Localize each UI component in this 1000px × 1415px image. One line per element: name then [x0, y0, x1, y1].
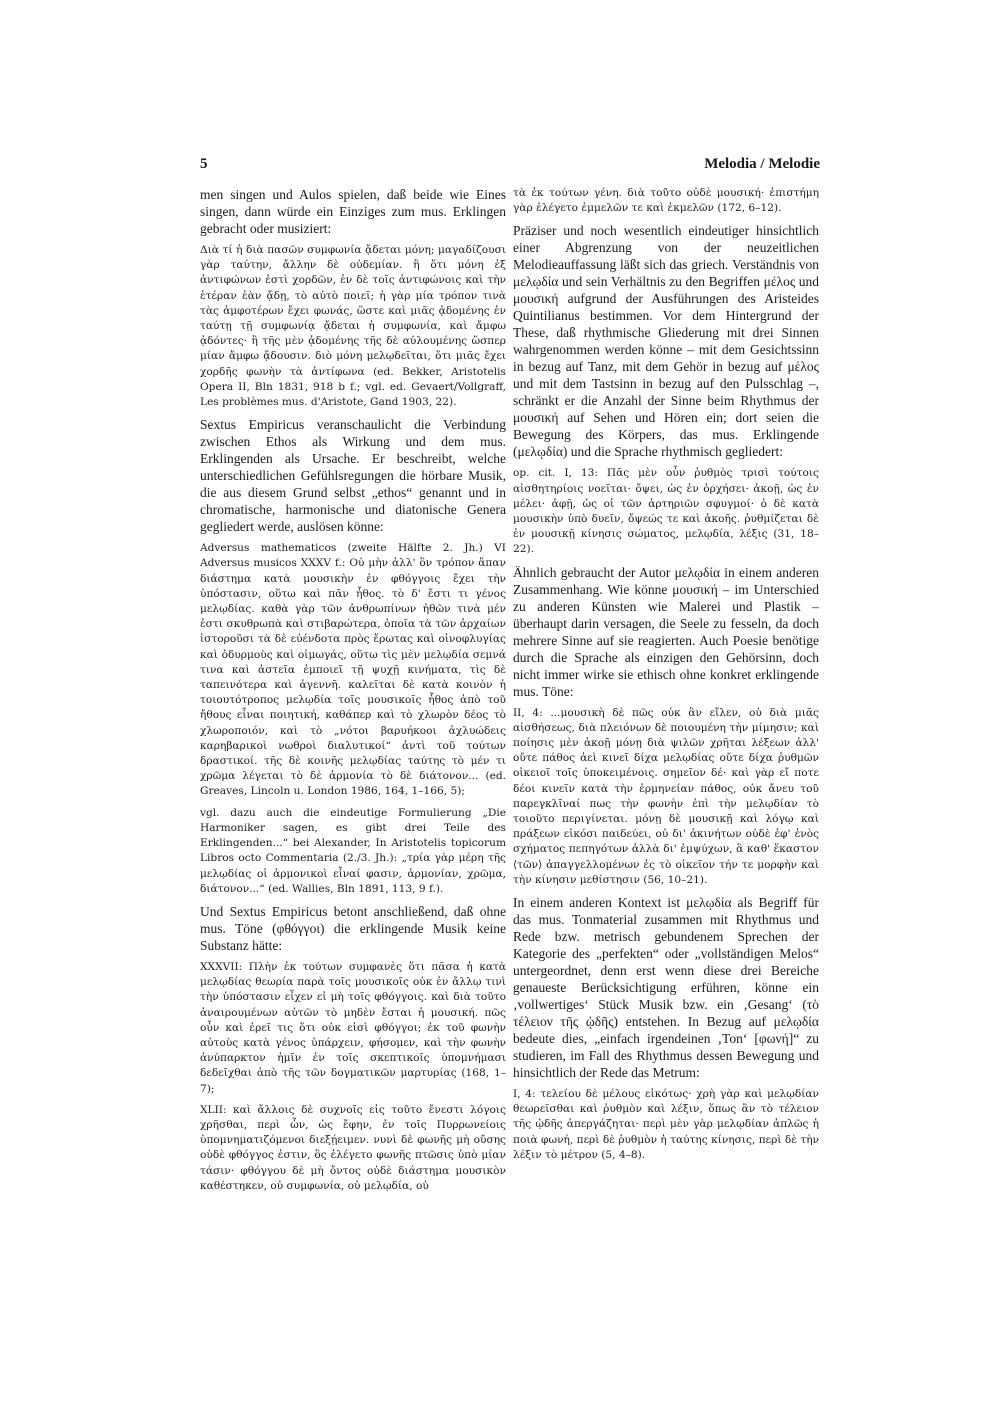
body-paragraph: Ähnlich gebraucht der Autor μελῳδία in einem anderen Zusammenhang. Wie könne μουσική – im Unterschied zu anderen Künsten wie Malerei und Plastik – überhaupt darin versagen, die Seele zu fesseln, da doch mehrere Sinne auf sie reagierten. Auch Poesie benötige durch die Sprache als einzigen den Gehörsinn, doch nicht immer wirke sie ethisch ohne konkret erklingende mus. Töne:	[513, 564, 819, 699]
page-number: 5	[200, 156, 208, 172]
running-head	[200, 156, 820, 173]
greek-quotation: XXXVII: Πλὴν ἐκ τούτων συμφανὲς ὅτι πᾶσα ἡ κατὰ μελῳδίας θεωρία παρὰ τοῖς μουσικοῖς οὐκ ἐν ἄλλῳ τινὶ τὴν ὑπόστασιν εἶχεν εἰ μὴ τοῖς φθόγγοις. καὶ διὰ τοῦτο ἀναιρουμένων αὐτῶν τὸ μηδὲν ἔσται ἡ μουσική. πῶς οὖν καὶ ἐρεῖ τις ὅτι οὐκ εἰσὶ φθόγγοι; ἐκ τοῦ φωνὴν αὐτοὺς κατὰ γένος ὑπάρχειν, φήσομεν, καὶ τὴν φωνὴν ἀνύπαρκτον ἡμῖν ἐν τοῖς σκεπτικοῖς ὑπομνήμασι δεδεῖχθαι ἀπὸ τῆς τῶν δογματικῶν μαρτυρίας (168, 1–7);	[200, 960, 506, 1095]
greek-quotation: II, 4: ...μουσικὴ δὲ πῶς οὐκ ἂν εἴλεν, οὐ διὰ μιᾶς αἰσθήσεως, διὰ πλειόνων δὲ ποιουμένη τὴν μίμησιν; καὶ ποίησις μὲν ἀκοῇ μόνῃ διὰ ψιλῶν χρῆται λέξεων ἀλλ' οὔτε πάθος ἀεὶ κινεῖ δίχα μελῳδίας οὔτε δίχα ῥυθμῶν οἰκειοῖ τοῖς ὑποκειμένοις. σημεῖον δέ· καὶ γὰρ εἴ ποτε δέοι κινεῖν κατὰ τὴν ἑρμηνείαν πάθος, οὐκ ἄνευ τοῦ παρεγκλῖναί πως τὴν φωνὴν ἐπὶ τὴν μελῳδίαν τὸ τοιοῦτο περιγίνεται. μόνῃ δὲ μουσικῇ καὶ λόγῳ καὶ πράξεων εἰκόσι παιδεύει, οὐ δι' ἀκινήτων οὐδὲ ἐφ' ἑνὸς σχήματος πεπηγότων ἀλλὰ δι' ἐμψύχων, ἃ καθ' ἕκαστον ⟨τῶν⟩ ἀπαγγελλομένων ἐς τὸ οἰκεῖον τήν τε μορφὴν καὶ τὴν κίνησιν μεθίστησιν (56, 10–21).	[513, 706, 819, 886]
left-column	[200, 186, 506, 1200]
greek-quotation: Διὰ τί ἡ διὰ πασῶν συμφωνία ᾄδεται μόνη; μαγαδίζουσι γὰρ ταύτην, ἄλλην δὲ οὐδεμίαν. ἢ ὅτι μόνη ἐξ ἀντιφώνων ἐστὶ χορδῶν, ἐν δὲ τοῖς ἀντιφώνοις καὶ τὴν ἑτέραν ἐὰν ᾄδῃ, τὸ αὐτὸ ποιεῖ; ἡ γὰρ μία τρόπον τινὰ τὰς ἀμφοτέρων ἔχει φωνάς, ὥστε καὶ μιᾶς ᾀδομένης ἐν ταύτῃ τῇ συμφωνίᾳ ᾄδεται ἡ συμφωνία, καὶ ἄμφω ᾀδόντες· ἢ τῆς μὲν ᾀδομένης τῆς δὲ αὐλουμένης ὥσπερ μίαν ἄμφω ᾄδουσιν. διὸ μόνη μελῳδεῖται, ὅτι μιᾶς ἔχει χορδῆς φωνὴν τὰ ἀντίφωνα (ed. Bekker, Aristotelis Opera II, Bln 1831, 918 b f.; vgl. ed. Gevaert/Vollgraff, Les problèmes mus. d'Aristote, Gand 1903, 22).	[200, 244, 506, 409]
body-paragraph: men singen und Aulos spielen, daß beide wie Eines singen, dann würde ein Einziges zum mus. Erklingen gebracht oder musiziert:	[200, 187, 506, 236]
body-paragraph: Und Sextus Empiricus betont anschließend, daß ohne mus. Töne (φθόγγοι) die erklingende Musik keine Substanz hätte:	[200, 903, 506, 953]
greek-quotation: op. cit. I, 13: Πᾶς μὲν οὖν ῥυθμὸς τρισὶ τούτοις αἰσθητηρίοις νοεῖται· ὄψει, ὡς ἐν ὀρχήσει· ἀκοῇ, ὡς ἐν μέλει· ἁφῇ, ὡς οἱ τῶν ἀρτηριῶν σφυγμοί· ὁ δὲ κατὰ μουσικὴν ὑπὸ δυεῖν, ὄψεώς τε καὶ ἀκοῆς. ῥυθμίζεται δὲ ἐν μουσικῇ κίνησις σώματος, μελῳδία, λέξις (31, 18–22).	[513, 467, 819, 556]
body-paragraph: Präziser und noch wesentlich eindeutiger hinsichtlich einer Abgrenzung von der neuzeitlichen Melodieauffassung läßt sich das griech. Verständnis von μελῳδία und sein Verhältnis zu den Begriffen μέλος und μουσική aufgrund der Ausführungen des Aristeides Quintilianus bestimmen. Vor dem Hintergrund der These, daß rhythmische Gliederung mit drei Sinnen wahrgenommen werden könne – mit dem Gesichtssinn in bezug auf Tanz, mit dem Gehör in bezug auf μέλος und mit dem Tastsinn in bezug auf den Pulsschlag –, schränkt er die Anzahl der Sinne beim Rhythmus der μουσική auf Sehen und Hören ein; dort seien die Bewegung des Körpers, das mus. Erklingende (μελῳδία) und die Sprache rhythmisch gegliedert:	[513, 223, 819, 460]
body-paragraph: In einem anderen Kontext ist μελῳδία als Begriff für das mus. Tonmaterial zusammen mit Rhythmus und Rede bzw. metrisch gebundenem Sprechen der Kategorie des „perfekten“ oder „vollständigen Melos“ untergeordnet, denn erst wenn diese drei Bereiche genaueste Berücksichtigung erführen, könne ein ‚vollwertiges‘ Stück Musik bzw. ein ‚Gesang‘ (τὸ τέλειον τῆς ᾠδῆς) entstehen. In Bezug auf μελῳδία bedeute dies, „einfach irgendeinen ‚Ton‘ [φωνή]“ zu studieren, im Fall des Rhythmus dessen Bewegung und hinsichtlich der Rede das Metrum:	[513, 895, 819, 1081]
greek-quotation: τὰ ἐκ τούτων γένη. διὰ τοῦτο οὐδὲ μουσική· ἐπιστήμη γὰρ ἐλέγετο ἐμμελῶν τε καὶ ἐκμελῶν (172, 6–12).	[513, 187, 819, 215]
running-title: Melodia / Melodie	[704, 156, 820, 172]
body-paragraph: Sextus Empiricus veranschaulicht die Verbindung zwischen Ethos als Wirkung und dem mus. Erklingenden als Ursache. Er beschreibt, welche unterschiedlichen Gefühlsregungen die hörbare Musik, die aus diesem Grund selbst „ethos“ genannt und in chromatische, harmonische und diatonische Genera gegliedert werde, auslösen könne:	[200, 417, 506, 535]
greek-quotation: I, 4: τελείου δὲ μέλους εἰκότως· χρὴ γὰρ καὶ μελῳδίαν θεωρεῖσθαι καὶ ῥυθμὸν καὶ λέξιν, ὅπως ἂν τὸ τέλειον τῆς ᾠδῆς ἀπεργάζηται· περὶ μὲν γὰρ μελῳδίαν ἁπλῶς ἡ ποιὰ φωνή, περὶ δὲ ῥυθμὸν ἡ ταύτης κίνησις, περὶ δὲ τὴν λέξιν τὸ μέτρον (5, 4–8).	[513, 1088, 819, 1161]
greek-quotation: XLII: καὶ ἄλλοις δὲ συχνοῖς εἰς τοῦτο ἔνεστι λόγοις χρῆσθαι, περὶ ὧν, ὡς ἔφην, ἐν τοῖς Πυρρωνείοις ὑπομνηματιζόμενοι διεξῄειμεν. νυνὶ δὲ φωνῆς μὴ οὔσης οὐδὲ φθόγγος ἐστιν, ὃς ἐλέγετο φωνῆς πτῶσις ὑπὸ μίαν τάσιν· φθόγγου δὲ μὴ ὄντος οὐδὲ διάστημα μουσικὸν καθέστηκεν, οὐ συμφωνία, οὐ μελῳδία, οὐ	[200, 1103, 506, 1192]
greek-quotation: Adversus mathematicos (zweite Hälfte 2. Jh.) VI Adversus musicos XXXV f.: Οὐ μὴν ἀλλ' ὃν τρόπον ἅπαν διάστημα κατὰ μουσικὴν ἐν φθόγγοις ἔχει τὴν ὑπόστασιν, οὕτω καὶ πᾶν ἦθος. τὸ δ' ἔστι τι γένος μελῳδίας. καθὰ γὰρ τῶν ἀνθρωπίνων ἠθῶν τινὰ μέν ἐστι σκυθρωπὰ καὶ στιβαρώτερα, ὁποῖα τὰ τῶν ἀρχαίων ἱστοροῦσι τὰ δὲ εὐένδοτα πρὸς ἔρωτας καὶ οἰνοφλυγίας καὶ ὀδυρμοὺς καὶ οἰμωγάς, οὕτω τὶς μὲν μελῳδία σεμνά τινα καὶ ἀστεῖα ἐμποιεῖ τῇ ψυχῇ κινήματα, τὶς δὲ ταπεινότερα καὶ ἀγεννῆ. καλεῖται δὲ κατὰ κοινὸν ἡ τοιουτότροπος μελῳδία τοῖς μουσικοῖς ἦθος ἀπὸ τοῦ ἤθους εἶναι ποιητική, καθάπερ καὶ τὸ χλωρὸν δέος τὸ χλωροποιόν, καὶ τὸ „νότοι βαρυήκοοι ἀχλυώδεις καρηβαρικοὶ νωθροὶ διαλυτικοί“ ἀντὶ τοῦ τούτων δραστικοί. τῆς δὲ κοινῆς μελῳδίας ταύτης τὸ μέν τι χρῶμα λέγεται τὸ δὲ ἁρμονία τὸ δὲ διάτονον... (ed. Greaves, Lincoln u. London 1986, 164, 1–166, 5);	[200, 542, 506, 798]
citation-note: vgl. dazu auch die eindeutige Formulierung „Die Harmoniker sagen, es gibt drei Teile des Erklingenden...“ bei Alexander, In Aristotelis topicorum Libros octo Commentaria (2./3. Jh.): „τρία γὰρ μέρη τῆς μελῳδίας οἱ ἁρμονικοὶ εἶναί φασιν, ἁρμονίαν, χρῶμα, διάτονον...“ (ed. Wallies, Bln 1891, 113, 9 f.).	[200, 806, 506, 895]
right-column	[513, 186, 819, 1169]
